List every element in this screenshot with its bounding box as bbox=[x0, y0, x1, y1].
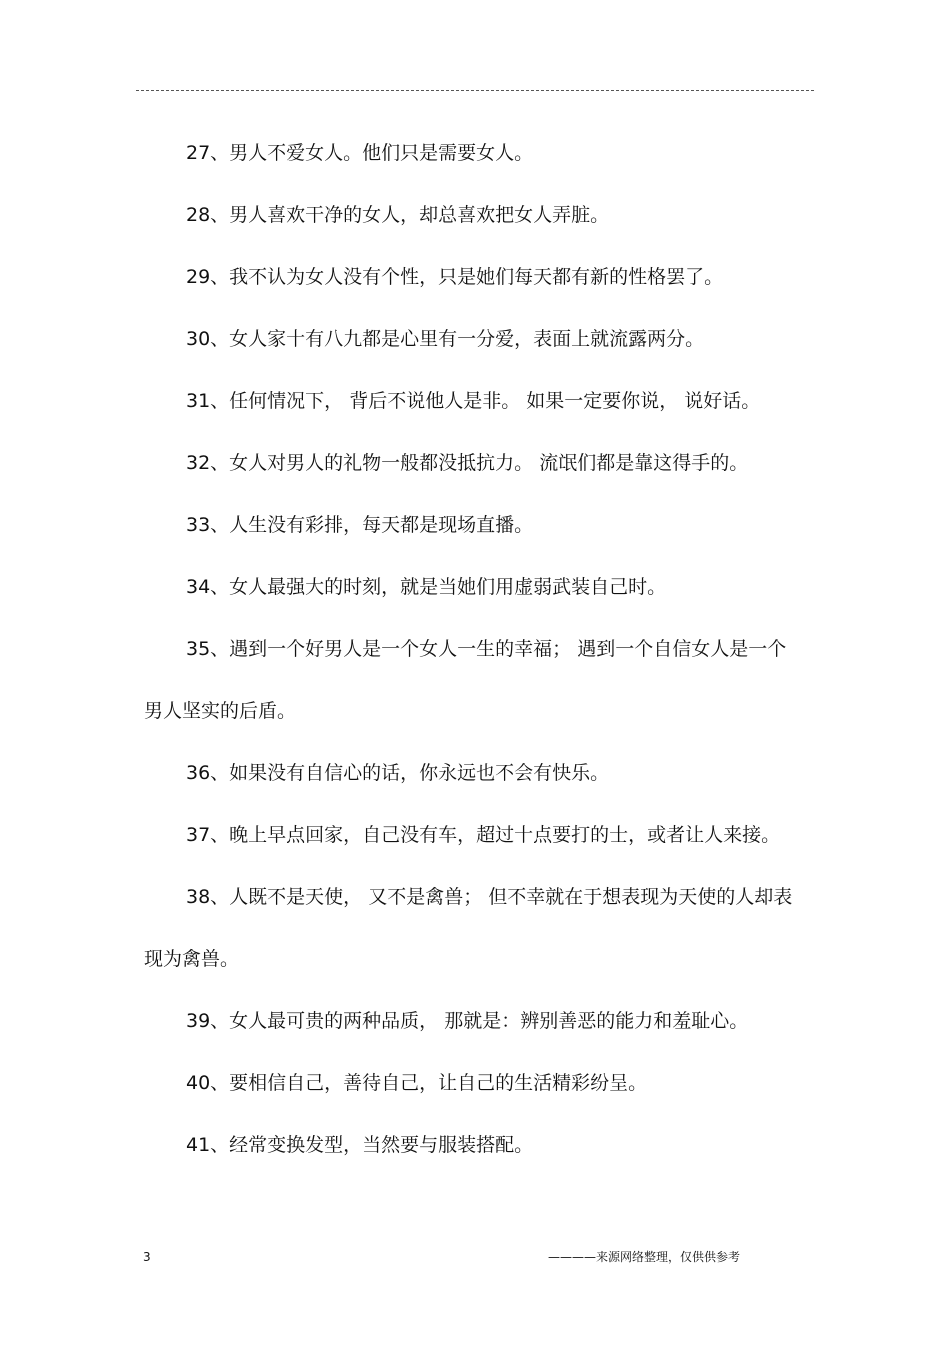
list-item: 30、女人家十有八九都是心里有一分爱，表面上就流露两分。 bbox=[186, 328, 705, 350]
list-item: 32、女人对男人的礼物一般都没抵抗力。 流氓们都是靠这得手的。 bbox=[186, 452, 749, 474]
list-item: 31、任何情况下， 背后不说他人是非。 如果一定要你说， 说好话。 bbox=[186, 390, 761, 412]
list-item: 35、遇到一个好男人是一个女人一生的幸福； 遇到一个自信女人是一个男人坚实的后盾。 bbox=[144, 638, 787, 722]
list-item: 37、晚上早点回家，自己没有车，超过十点要打的士，或者让人来接。 bbox=[186, 824, 781, 846]
document-body bbox=[144, 122, 804, 1176]
list-item: 33、人生没有彩排，每天都是现场直播。 bbox=[186, 514, 534, 536]
list-item: 38、人既不是天使， 又不是禽兽； 但不幸就在于想表现为天使的人却表现为禽兽。 bbox=[144, 886, 793, 970]
list-item: 36、如果没有自信心的话，你永远也不会有快乐。 bbox=[186, 762, 610, 784]
list-item: 28、男人喜欢干净的女人，却总喜欢把女人弄脏。 bbox=[186, 204, 610, 226]
list-item: 29、我不认为女人没有个性，只是她们每天都有新的性格罢了。 bbox=[186, 266, 724, 288]
footer-note: ————来源网络整理，仅供供参考 bbox=[548, 1250, 741, 1264]
header-divider bbox=[136, 90, 814, 91]
list-item: 41、经常变换发型，当然要与服装搭配。 bbox=[186, 1134, 534, 1156]
list-item: 27、男人不爱女人。他们只是需要女人。 bbox=[186, 142, 534, 164]
list-item: 34、女人最强大的时刻，就是当她们用虚弱武装自己时。 bbox=[186, 576, 667, 598]
list-item: 40、要相信自己，善待自己，让自己的生活精彩纷呈。 bbox=[186, 1072, 648, 1094]
page-number: 3 bbox=[143, 1250, 151, 1264]
list-item: 39、女人最可贵的两种品质， 那就是：辨别善恶的能力和羞耻心。 bbox=[186, 1010, 749, 1032]
